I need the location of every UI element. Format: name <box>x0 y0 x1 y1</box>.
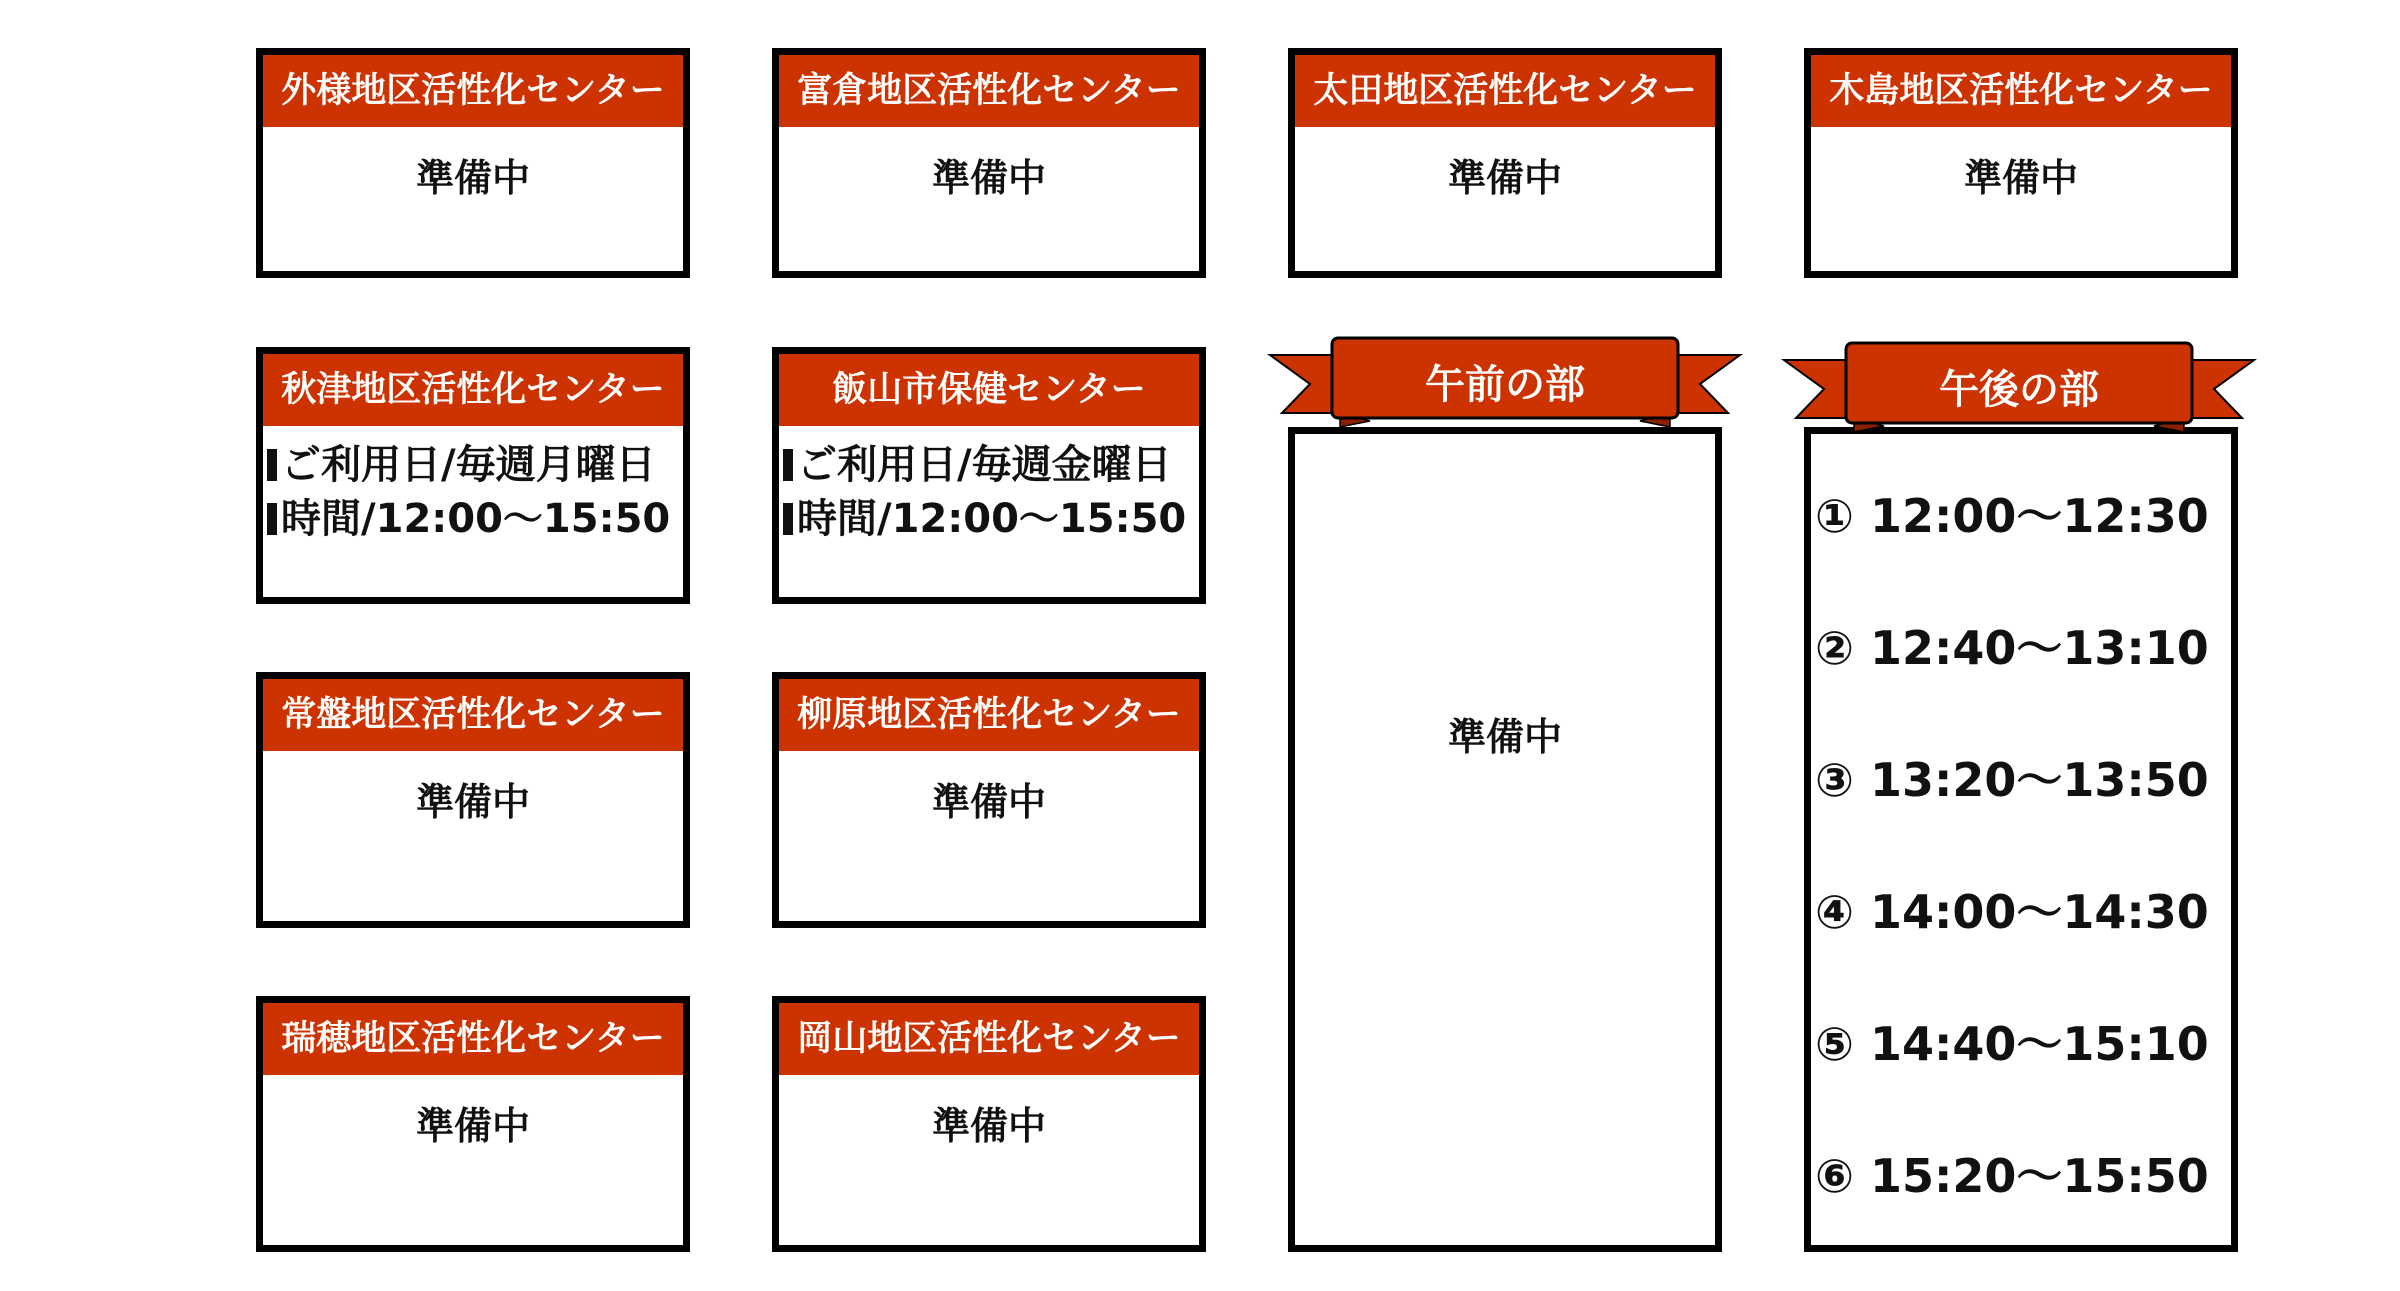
center-card-tozama <box>256 48 690 278</box>
usage-day: ご利用日/毎週金曜日 <box>797 442 1172 488</box>
time-slot: ⑤ 14:40～15:10 <box>1815 1017 2209 1071</box>
afternoon-title: 午後の部 <box>1939 367 2099 413</box>
center-card-akitsu <box>256 347 690 604</box>
usage-time: 時間/12:00～15:50 <box>797 496 1187 542</box>
center-name: 富倉地区活性化センター <box>779 55 1199 127</box>
center-card-tomikura <box>772 48 1206 278</box>
center-name: 飯山市保健センター <box>779 354 1199 426</box>
bullet-mark <box>267 503 277 535</box>
usage-day-line <box>779 438 1199 492</box>
usage-time-line <box>263 492 683 546</box>
center-card-oota <box>1288 48 1722 278</box>
morning-ribbon <box>1270 335 1740 435</box>
afternoon-schedule-box <box>1804 427 2238 1252</box>
center-card-okayama <box>772 996 1206 1252</box>
morning-title: 午前の部 <box>1425 362 1585 408</box>
center-status: 準備中 <box>931 156 1046 200</box>
center-status: 準備中 <box>415 156 530 200</box>
center-name: 太田地区活性化センター <box>1295 55 1715 127</box>
usage-time-line <box>779 492 1199 546</box>
center-name: 外様地区活性化センター <box>263 55 683 127</box>
time-slot: ② 12:40～13:10 <box>1815 621 2209 675</box>
bullet-mark <box>267 449 277 481</box>
center-name: 木島地区活性化センター <box>1811 55 2231 127</box>
center-status: 準備中 <box>415 780 530 824</box>
center-status: 準備中 <box>931 1104 1046 1148</box>
time-slot: ⑥ 15:20～15:50 <box>1815 1149 2209 1203</box>
center-name: 柳原地区活性化センター <box>779 679 1199 751</box>
time-slot: ① 12:00～12:30 <box>1815 489 2209 543</box>
center-name: 秋津地区活性化センター <box>263 354 683 426</box>
usage-day-line <box>263 438 683 492</box>
center-name: 岡山地区活性化センター <box>779 1003 1199 1075</box>
usage-time: 時間/12:00～15:50 <box>281 496 671 542</box>
usage-day: ご利用日/毎週月曜日 <box>281 442 656 488</box>
center-name: 常盤地区活性化センター <box>263 679 683 751</box>
morning-status: 準備中 <box>1447 715 1562 759</box>
center-card-iiyama-health <box>772 347 1206 604</box>
afternoon-ribbon <box>1784 340 2254 440</box>
time-slot: ④ 14:00～14:30 <box>1815 885 2209 939</box>
center-card-yanagihara <box>772 672 1206 928</box>
bullet-mark <box>783 503 793 535</box>
center-status: 準備中 <box>931 780 1046 824</box>
morning-schedule-box <box>1288 427 1722 1252</box>
center-status: 準備中 <box>1447 156 1562 200</box>
bullet-mark <box>783 449 793 481</box>
center-name: 瑞穂地区活性化センター <box>263 1003 683 1075</box>
center-status: 準備中 <box>415 1104 530 1148</box>
center-card-tokiwa <box>256 672 690 928</box>
center-status: 準備中 <box>1963 156 2078 200</box>
center-card-mizuho <box>256 996 690 1252</box>
time-slot: ③ 13:20～13:50 <box>1815 753 2209 807</box>
center-card-kijima <box>1804 48 2238 278</box>
